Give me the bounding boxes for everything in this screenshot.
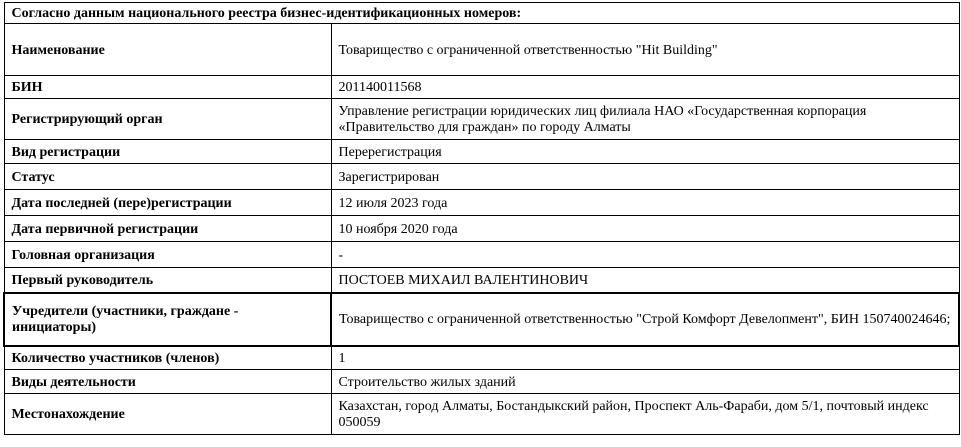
- registry-info-panel: [3, 2, 958, 445]
- row-value: Управление регистрации юридических лиц филиала НАО «Государственная корпорация «Правительство для граждан» по городу Алматы: [331, 99, 959, 140]
- row-label: Первый руководитель: [4, 268, 331, 293]
- row-label: Наименование: [4, 24, 331, 76]
- row-label: БИН: [4, 76, 331, 99]
- table-row-first-manager: [4, 268, 959, 293]
- table-row-last-registration-date: [4, 190, 959, 216]
- table-row-head-organization: [4, 242, 959, 268]
- table-row-bin: [4, 76, 959, 99]
- row-label: Учредители (участники, граждане - инициаторы): [4, 293, 331, 346]
- row-value: -: [331, 242, 959, 268]
- table-row-activities: [4, 370, 959, 394]
- row-label: Дата последней (пере)регистрации: [4, 190, 331, 216]
- row-label: Дата первичной регистрации: [4, 216, 331, 242]
- row-label: Количество участников (членов): [4, 346, 331, 370]
- row-value: Казахстан, город Алматы, Бостандыкский район, Проспект Аль-Фараби, дом 5/1, почтовый индекс 050059: [331, 394, 959, 435]
- table-row-registration-type: [4, 140, 959, 164]
- registry-table: [3, 2, 960, 435]
- row-value: 1: [331, 346, 959, 370]
- table-header-row: [4, 3, 959, 24]
- row-label: Головная организация: [4, 242, 331, 268]
- table-row-location: [4, 394, 959, 435]
- row-value: Товарищество с ограниченной ответственностью "Строй Комфорт Девелопмент", БИН 150740024646;: [331, 293, 959, 346]
- row-value: Товарищество с ограниченной ответственностью "Hit Building": [331, 24, 959, 76]
- row-label: Вид регистрации: [4, 140, 331, 164]
- table-row-registering-authority: [4, 99, 959, 140]
- table-row-members-count: [4, 346, 959, 370]
- row-value: Строительство жилых зданий: [331, 370, 959, 394]
- table-header: Согласно данным национального реестра бизнес-идентификационных номеров:: [4, 3, 959, 24]
- table-row-first-registration-date: [4, 216, 959, 242]
- row-label: Местонахождение: [4, 394, 331, 435]
- row-label: Статус: [4, 164, 331, 190]
- row-value: 12 июля 2023 года: [331, 190, 959, 216]
- row-value: 201140011568: [331, 76, 959, 99]
- table-row-name: [4, 24, 959, 76]
- row-value: Зарегистрирован: [331, 164, 959, 190]
- row-label: Регистрирующий орган: [4, 99, 331, 140]
- row-label: Виды деятельности: [4, 370, 331, 394]
- table-row-status: [4, 164, 959, 190]
- table-row-founders: [4, 293, 959, 346]
- row-value: ПОСТОЕВ МИХАИЛ ВАЛЕНТИНОВИЧ: [331, 268, 959, 293]
- row-value: Перерегистрация: [331, 140, 959, 164]
- row-value: 10 ноября 2020 года: [331, 216, 959, 242]
